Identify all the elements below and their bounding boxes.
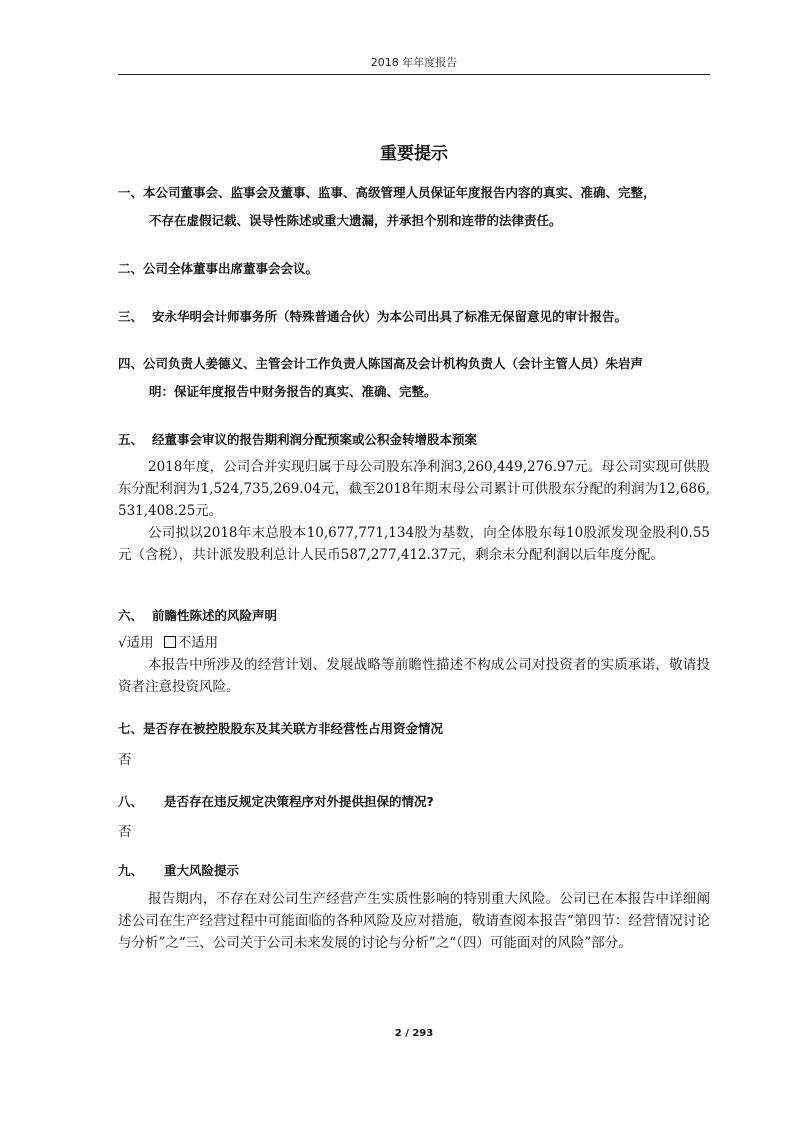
page-title: 重要提示	[380, 144, 448, 164]
section-9-text: 重大风险提示	[164, 863, 240, 878]
section-3-number: 三、	[118, 309, 144, 324]
section-3	[118, 303, 718, 331]
section-8	[118, 788, 718, 816]
section-9-paragraph: 报告期内，不存在对公司生产经营产生实质性影响的特别重大风险。公司已在本报告中详细阐述公司在生产经营过程中可能面临的各种风险及应对措施，敬请查阅本报告“第四节：经营情况讨论与分析”之“三、公司关于公司未来发展的讨论与分析”之“（四）可能面对的风险”部分。	[118, 891, 710, 951]
section-1-line2: 不存在虚假记载、误导性陈述或重大遗漏，并承担个别和连带的法律责任。	[149, 213, 562, 228]
section-8-number: 八、	[118, 794, 144, 809]
applicability-line	[118, 632, 418, 654]
section-6-text: 前瞻性陈述的风险声明	[152, 608, 278, 623]
section-8-text: 是否存在违反规定决策程序对外提供担保的情况?	[164, 794, 434, 809]
section-2	[118, 255, 718, 283]
checkbox-empty-icon	[164, 636, 176, 648]
section-1-line1: 本公司董事会、监事会及董事、监事、高级管理人员保证年度报告内容的真实、准确、完整，	[143, 185, 656, 200]
applicable-checked: √适用	[118, 635, 154, 651]
section-4-line2: 明：保证年度报告中财务报告的真实、准确、完整。	[149, 384, 437, 399]
section-5-number: 五、	[118, 432, 144, 447]
section-2-number: 二、	[118, 261, 144, 276]
section-1-number: 一、	[118, 185, 144, 200]
section-4-line1: 公司负责人姜德义、主管会计工作负责人陈国高及会计机构负责人（会计主管人员）朱岩声	[143, 356, 644, 371]
section-6-paragraph: 本报告中所涉及的经营计划、发展战略等前瞻性描述不构成公司对投资者的实质承诺，敬请投资者注意投资风险。	[118, 657, 710, 695]
section-7-answer: 否	[118, 752, 132, 768]
section-5-paragraph-1: 2018年度，公司合并实现归属于母公司股东净利润3,260,449,276.97元。母公司实现可供股东分配利润为1,524,735,269.04元，截至2018年期末母公司累计可供股东分配的利润为12,686,531,408.25元。	[118, 459, 710, 519]
section-4-number: 四、	[118, 356, 144, 371]
section-6	[118, 602, 718, 630]
section-5	[118, 426, 718, 454]
section-9-number: 九、	[118, 863, 144, 878]
section-9	[118, 857, 718, 885]
section-5-paragraph-2: 公司拟以2018年末总股本10,677,771,134股为基数，向全体股东每10股派发现金股利0.55元（含税），共计派发股利总计人民币587,277,412.37元，剩余未分配利润以后年度分配。	[118, 525, 710, 563]
page-number: 2 / 293	[394, 1028, 434, 1039]
section-4	[118, 350, 718, 406]
header-rule	[118, 74, 710, 75]
section-7	[118, 715, 718, 743]
section-1	[118, 179, 718, 235]
section-7-number: 七、	[118, 721, 144, 736]
not-applicable-label: 不适用	[177, 635, 219, 651]
section-5-text: 经董事会审议的报告期利润分配预案或公积金转增股本预案	[152, 432, 478, 447]
section-7-text: 是否存在被控股股东及其关联方非经营性占用资金情况	[143, 721, 444, 736]
section-2-text: 公司全体董事出席董事会会议。	[143, 261, 319, 276]
page-header: 2018 年年度报告	[370, 56, 458, 69]
section-3-text: 安永华明会计师事务所（特殊普通合伙）为本公司出具了标准无保留意见的审计报告。	[152, 309, 628, 324]
section-6-number: 六、	[118, 608, 144, 623]
section-8-answer: 否	[118, 824, 132, 840]
